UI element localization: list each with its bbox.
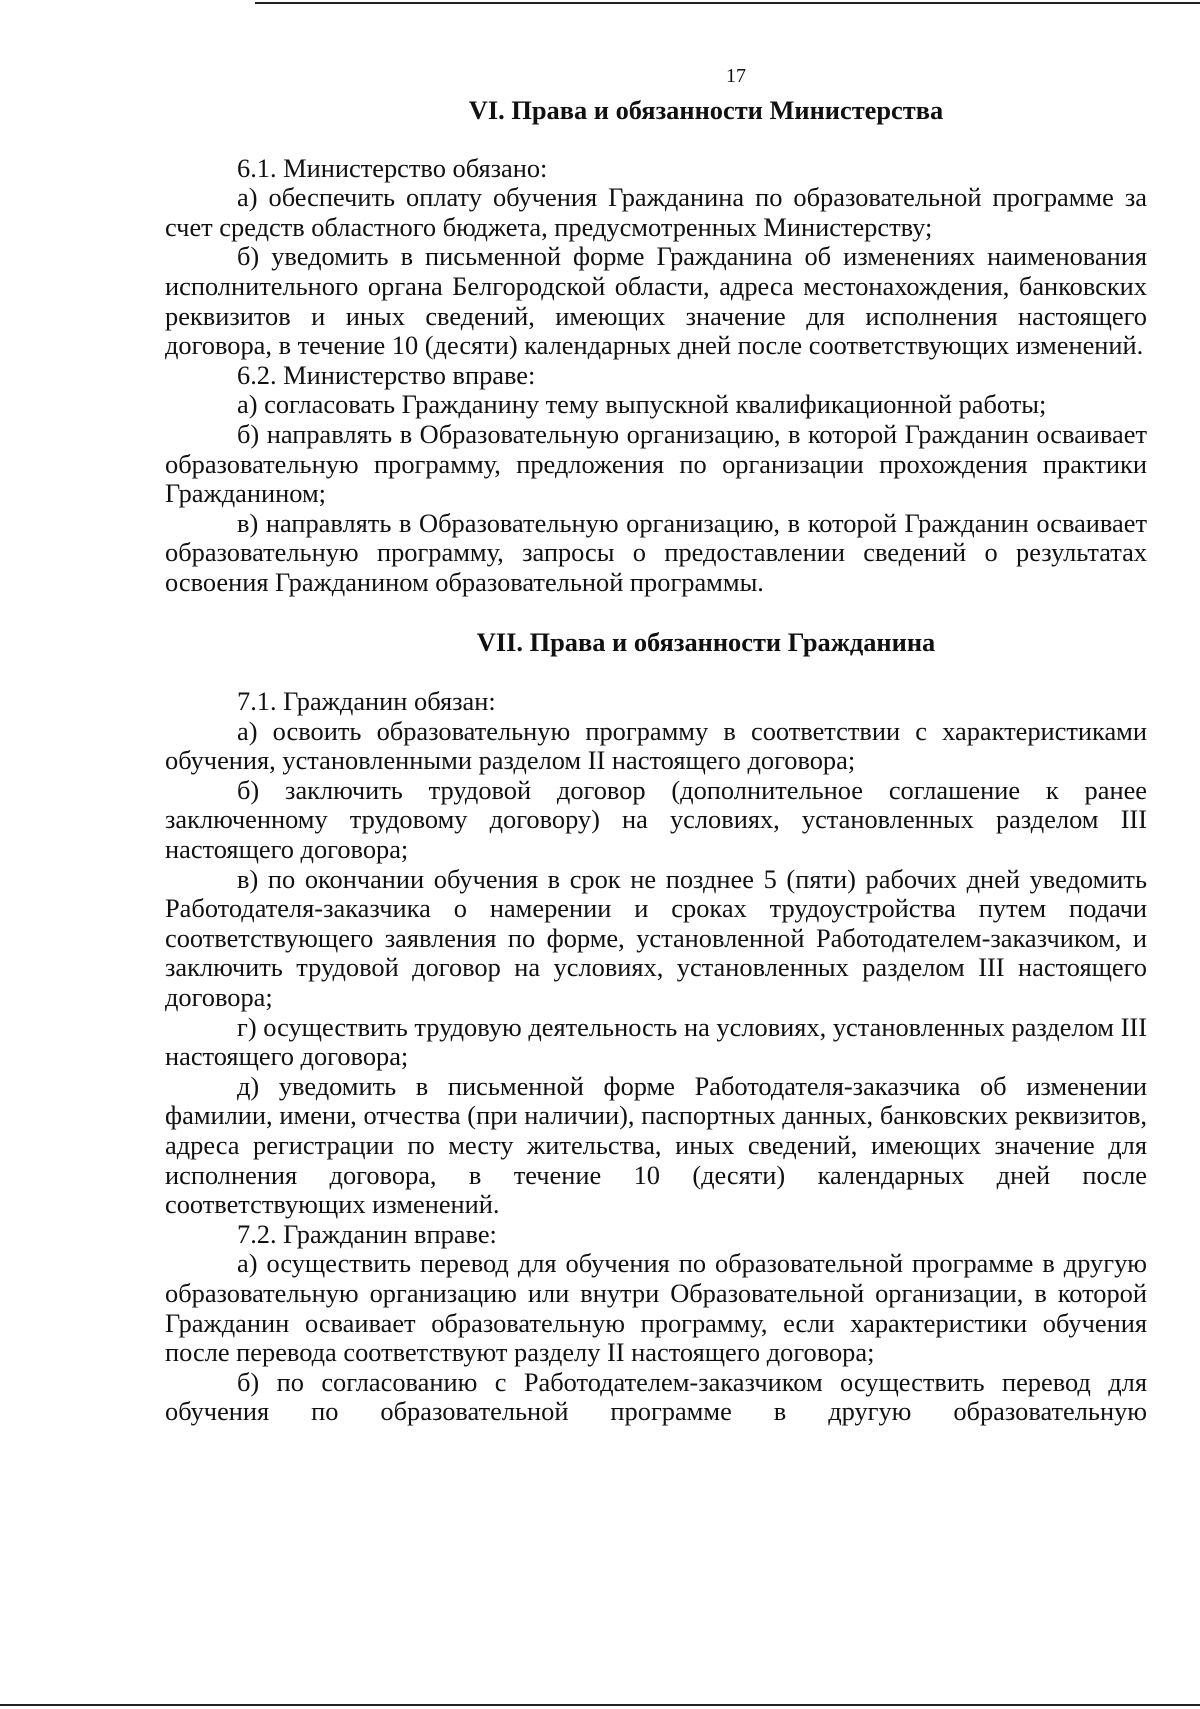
s7-p4: г) осуществить трудовую деятельность на условиях, установленных разделом III настоящего договора; (165, 1011, 1147, 1072)
s7-p3: в) по окончании обучения в срок не позднее 5 (пяти) рабочих дней уведомить Работодателя-заказчика о намерении и сроках трудоустройства путем подачи соответствующего заявления по форме, установленной Работодателем-заказчиком, и заключить трудовой договор на условиях, установленных разделом III настоящего договора; (165, 863, 1147, 1013)
s6-p3: 6.2. Министерство вправе: (237, 359, 536, 390)
scan-edge-bottom (0, 1704, 1200, 1706)
document-page (165, 64, 1147, 1427)
s6-p1: а) обеспечить оплату обучения Гражданина по образовательной программе за счет средств областного бюджета, предусмотренных Министерству; (165, 182, 1147, 242)
s6-p4: а) согласовать Гражданину тему выпускной квалификационной работы; (237, 389, 1047, 420)
s7-p0: 7.1. Гражданин обязан: (237, 686, 496, 717)
s7-p7: а) осуществить перевод для обучения по образовательной программе в другую образовательную организацию или внутри Образовательной организации, в которой Гражданин осваивает образовательную программу, если характеристики обучения после перевода соответствуют разделу II настоящего договора; (165, 1248, 1147, 1368)
s6-p2: б) уведомить в письменной форме Гражданина об изменениях наименования исполнительного органа Белгородской области, адреса местонахождения, банковских реквизитов и иных сведений, имеющих значение для исполнения настоящего договора, в течение 10 (десяти) календарных дней после соответствующих изменений. (165, 241, 1147, 361)
section-6-title: VI. Права и обязанности Министерства (468, 95, 944, 125)
s7-p8: б) по согласованию с Работодателем-заказчиком осуществить перевод для обучения по образовательной программе в другую образовательную (165, 1366, 1147, 1427)
page-number: 17 (726, 65, 746, 87)
scan-edge-top (255, 2, 1200, 4)
s7-p6: 7.2. Гражданин вправе: (237, 1218, 497, 1249)
section-7-title: VII. Права и обязанности Гражданина (476, 626, 936, 657)
s6-p0: 6.1. Министерство обязано: (237, 152, 548, 183)
s7-p5: д) уведомить в письменной форме Работодателя-заказчика об изменении фамилии, имени, отчества (при наличии), паспортных данных, банковских реквизитов, адреса регистрации по месту жительства, иных сведений, имеющих значение для исполнения договора, в течение 10 (десяти) календарных дней после соответствующих изменений. (165, 1070, 1147, 1220)
s6-p5: б) направлять в Образовательную организацию, в которой Гражданин осваивает образовательную программу, предложения по организации прохождения практики Гражданином; (165, 418, 1147, 509)
s7-p2: б) заключить трудовой договор (дополнительное соглашение к ранее заключенному трудовому договору) на условиях, установленных разделом III настоящего договора; (165, 774, 1147, 865)
s6-p6: в) направлять в Образовательную организацию, в которой Гражданин осваивает образовательную программу, запросы о предоставлении сведений о результатах освоения Гражданином образовательной программы. (165, 507, 1147, 597)
s7-p1: а) освоить образовательную программу в соответствии с характеристиками обучения, установленными разделом II настоящего договора; (165, 715, 1147, 776)
